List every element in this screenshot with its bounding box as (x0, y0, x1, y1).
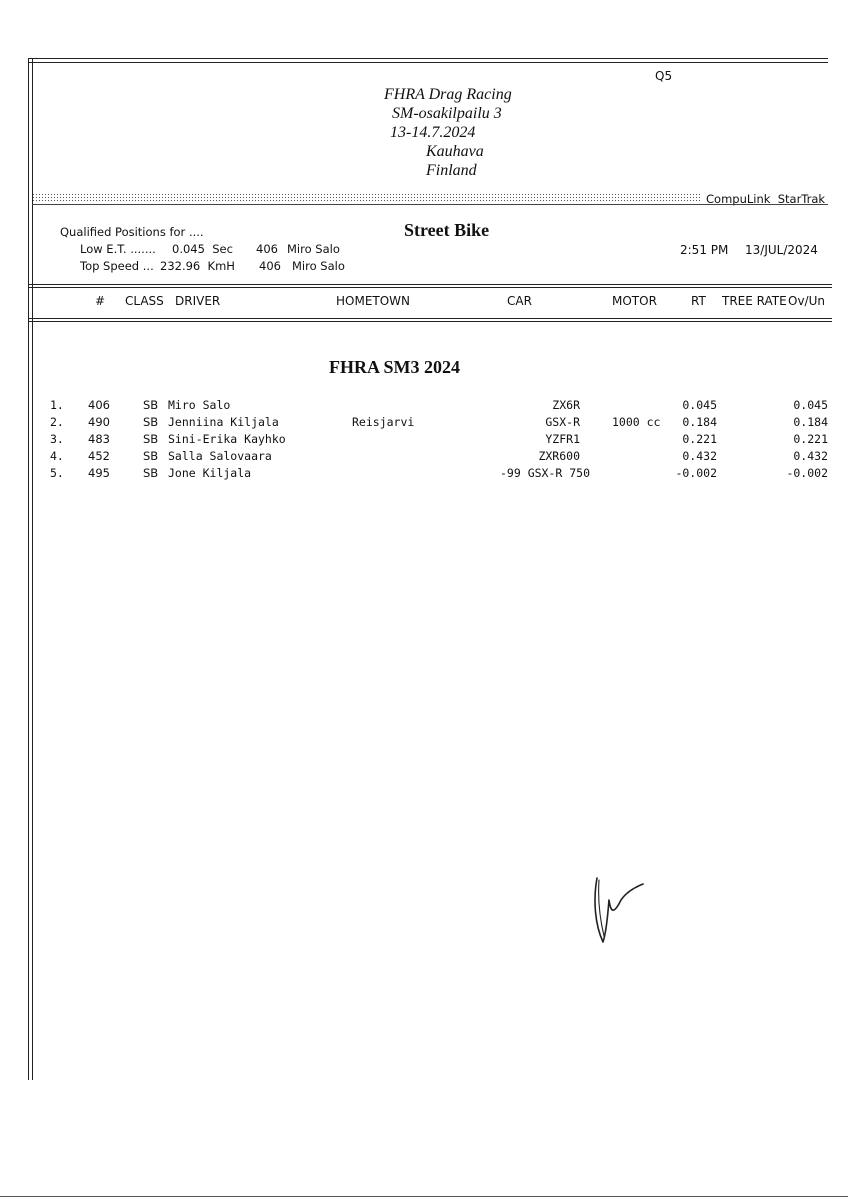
row-num: 406 (88, 398, 110, 412)
row-ov-un: 0.184 (793, 415, 828, 429)
row-ov-un: 0.432 (793, 449, 828, 463)
event-city: Kauhava (426, 143, 484, 160)
row-class: SB (143, 398, 159, 412)
page-bottom-line (0, 1196, 848, 1197)
separator-line-1 (32, 204, 828, 205)
row-pos: 3. (50, 432, 64, 446)
top-speed-driver: Miro Salo (292, 259, 345, 273)
row-car: YZFR1 (545, 432, 580, 446)
event-country: Finland (426, 162, 477, 179)
qualified-title: Qualified Positions for .... (60, 225, 204, 239)
low-et-driver: Miro Salo (287, 242, 340, 256)
col-car: CAR (507, 294, 532, 308)
event-dates: 13-14.7.2024 (390, 124, 476, 141)
col-ov-un: Ov/Un (788, 294, 825, 308)
col-rt: RT (691, 294, 706, 308)
row-ov-un: 0.045 (793, 398, 828, 412)
row-pos: 1. (50, 398, 64, 412)
low-et-label: Low E.T. ....... (80, 242, 156, 256)
col-num: # (95, 294, 106, 308)
top-speed-value: 232.96 KmH (160, 259, 235, 273)
row-pos: 2. (50, 415, 64, 429)
row-pos: 4. (50, 449, 64, 463)
col-hometown: HOMETOWN (336, 294, 411, 308)
row-rt: 0.221 (682, 432, 717, 446)
col-driver: DRIVER (175, 294, 221, 308)
row-car: ZX6R (552, 398, 580, 412)
col-class: CLASS (125, 294, 164, 308)
frame-top-line (28, 58, 828, 59)
event-title: FHRA Drag Racing (384, 86, 512, 103)
row-num: 490 (88, 415, 110, 429)
report-date: 13/JUL/2024 (745, 243, 818, 257)
row-num: 483 (88, 432, 110, 446)
row-driver: Salla Salovaara (168, 449, 272, 463)
row-driver: Jone Kiljala (168, 466, 252, 480)
column-header-top-line (28, 284, 832, 285)
result-row (0, 449, 848, 466)
row-driver: Sini-Erika Kayhko (168, 432, 286, 446)
row-class: SB (143, 449, 159, 463)
row-motor: 1000 cc (612, 415, 661, 429)
row-rt: -0.002 (675, 466, 717, 480)
row-driver: Miro Salo (168, 398, 231, 412)
result-row (0, 432, 848, 449)
top-speed-number: 406 (259, 259, 281, 273)
result-row (0, 466, 848, 483)
result-row (0, 415, 848, 432)
row-rt: 0.184 (682, 415, 717, 429)
dotted-separator (32, 193, 700, 203)
row-driver: Jenniina Kiljala (168, 415, 279, 429)
row-class: SB (143, 466, 159, 480)
column-header-bottom-line-2 (28, 321, 832, 322)
result-row (0, 398, 848, 415)
low-et-value: 0.045 Sec (172, 242, 233, 256)
row-class: SB (143, 415, 159, 429)
row-car: GSX-R (545, 415, 580, 429)
frame-top-line-2 (28, 62, 828, 63)
row-ov-un: -0.002 (786, 466, 828, 480)
row-car: ZXR600 (538, 449, 580, 463)
frame-left-inner (32, 58, 33, 1080)
low-et-number: 406 (256, 242, 278, 256)
software-label: CompuLink StarTrak (706, 192, 826, 206)
row-num: 495 (88, 466, 110, 480)
col-motor: MOTOR (612, 294, 657, 308)
class-title: Street Bike (404, 220, 490, 240)
row-rt: 0.045 (682, 398, 717, 412)
row-hometown: Reisjarvi (352, 415, 415, 429)
row-pos: 5. (50, 466, 64, 480)
row-car: -99 GSX-R 750 (500, 466, 591, 480)
section-title: FHRA SM3 2024 (329, 357, 461, 377)
frame-left-outer (28, 58, 29, 1080)
column-header-top-line-2 (28, 287, 832, 288)
report-code: Q5 (655, 69, 673, 83)
event-header (370, 85, 570, 180)
row-rt: 0.432 (682, 449, 717, 463)
signature (585, 870, 655, 955)
top-speed-label: Top Speed ... (80, 259, 154, 273)
col-tree-rate: TREE RATE (722, 294, 787, 308)
row-ov-un: 0.221 (793, 432, 828, 446)
report-time: 2:51 PM (680, 243, 729, 257)
column-header-bottom-line (28, 318, 832, 319)
row-num: 452 (88, 449, 110, 463)
event-subtitle: SM-osakilpailu 3 (392, 105, 502, 122)
row-class: SB (143, 432, 159, 446)
